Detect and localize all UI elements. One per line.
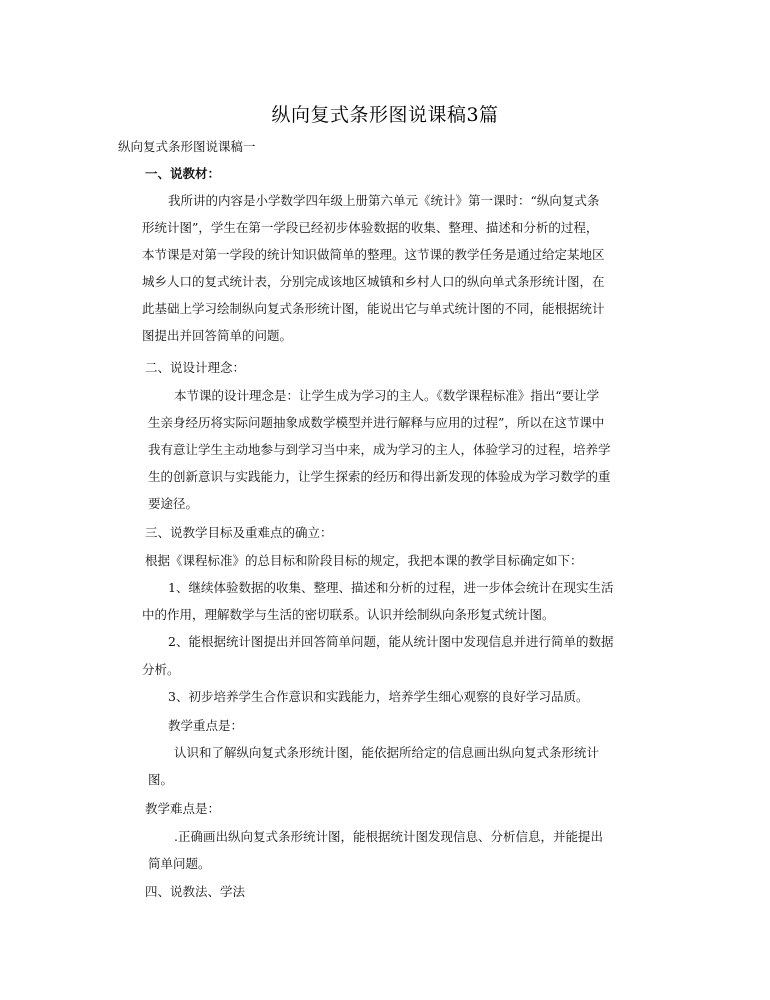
paragraph-line: 本节课是对第一学段的统计知识做简单的整理。这节课的教学任务是通过给定某地区 (142, 247, 605, 262)
paragraph-line: 图提出并回答简单的问题。 (142, 328, 293, 343)
document-title: 纵向复式条形图说课稿3篇 (271, 104, 499, 126)
paragraph-line: 形统计图”，学生在第一学段已经初步体验数据的收集、整理、描述和分析的过程， (142, 220, 599, 235)
paragraph-line: .正确画出纵向复式条形统计图，能根据统计图发现信息、分析信息，并能提出 (174, 829, 603, 844)
paragraph-line: 本节课的设计理念是：让学生成为学习的主人。《数学课程标准》指出“要让学 (174, 388, 600, 403)
paragraph-line: 要途径。 (148, 496, 199, 511)
document-subtitle: 纵向复式条形图说课稿一 (118, 139, 256, 154)
paragraph-line: 根据《课程标准》的总目标和阶段目标的规定，我把本课的教学目标确定如下： (145, 553, 583, 568)
section-heading-2: 二、说设计理念： (145, 360, 246, 375)
paragraph-line: 我有意让学生主动地参与到学习当中来，成为学习的主人，体验学习的过程，培养学 (148, 442, 611, 457)
paragraph-line: 生的创新意识与实践能力，让学生探索的经历和得出新发现的体验成为学习数学的重 (148, 469, 611, 484)
paragraph-line: 城乡人口的复式统计表，分别完成该地区城镇和乡村人口的纵向单式条形统计图，在 (142, 274, 605, 289)
list-item: 1、继续体验数据的收集、整理、描述和分析的过程，进一步体会统计在现实生活 (168, 580, 614, 595)
paragraph-line: 生亲身经历将实际问题抽象成数学模型并进行解释与应用的过程”，所以在这节课中 (148, 415, 605, 430)
section-heading-3: 三、说教学目标及重难点的确立： (145, 525, 333, 540)
paragraph-line: 简单问题。 (148, 856, 211, 871)
paragraph-line: 图。 (148, 772, 174, 787)
paragraph-line: 中的作用，理解数学与生活的密切联系。认识并绘制纵向条形复式统计图。 (142, 607, 555, 622)
subheading-teaching-difficulty: 教学难点是： (145, 801, 221, 816)
paragraph-line: 分析。 (142, 662, 180, 677)
paragraph-line: 认识和了解纵向复式条形统计图，能依据所给定的信息画出纵向复式条形统计 (174, 745, 600, 760)
paragraph-line: 此基础上学习绘制纵向复式条形统计图，能说出它与单式统计图的不同，能根据统计 (142, 301, 605, 316)
list-item: 3、初步培养学生合作意识和实践能力，培养学生细心观察的良好学习品质。 (168, 689, 589, 704)
list-item: 2、能根据统计图提出并回答简单问题，能从统计图中发现信息并进行简单的数据 (168, 634, 614, 649)
section-heading-1: 一、说教材： (145, 166, 221, 181)
section-heading-4: 四、说教法、学法 (145, 884, 246, 899)
paragraph-line: 我所讲的内容是小学数学四年级上册第六单元《统计》第一课时：“纵向复式条 (168, 193, 600, 208)
subheading-teaching-focus: 教学重点是： (168, 718, 244, 733)
